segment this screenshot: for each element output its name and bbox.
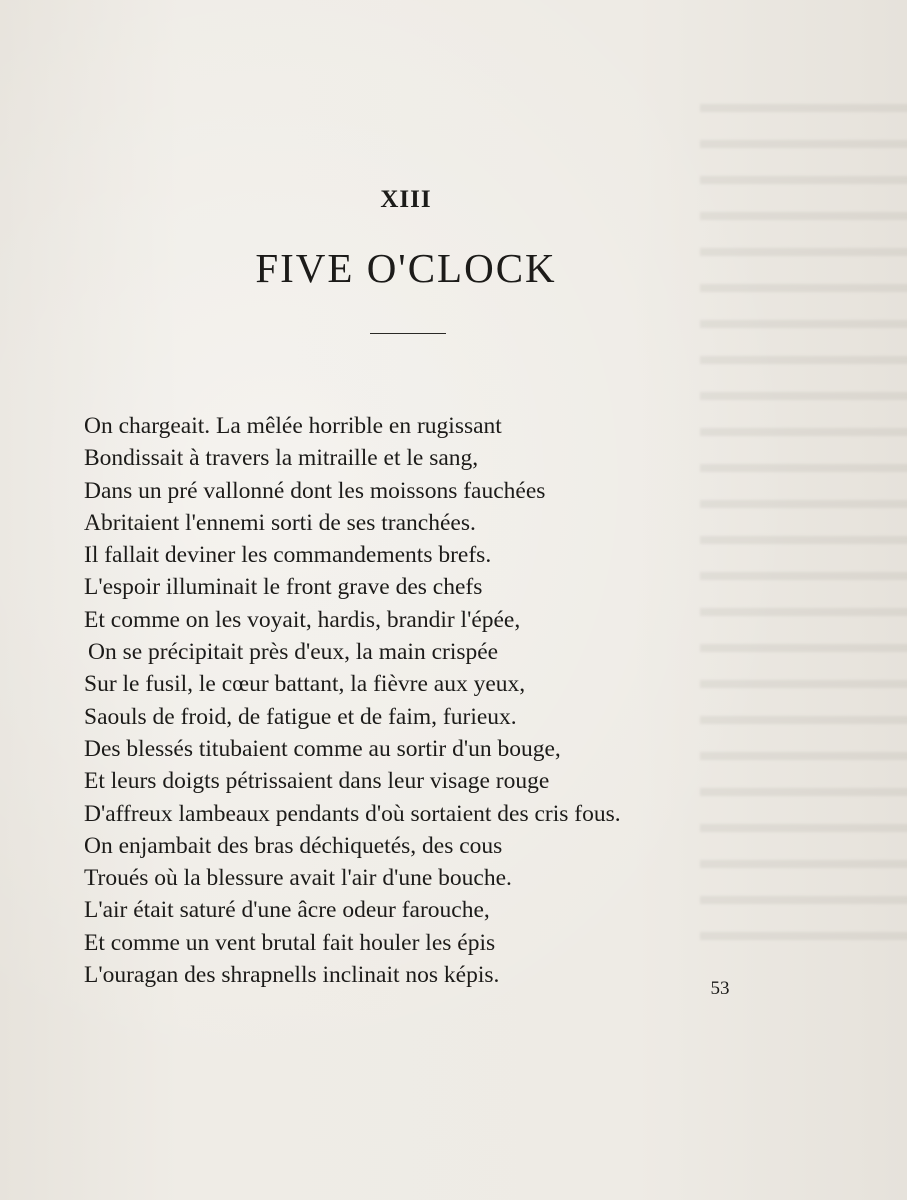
title-divider	[370, 333, 446, 334]
poem-line: Il fallait deviner les commandements brefs.	[84, 542, 492, 569]
poem-line: Des blessés titubaient comme au sortir d'un bouge,	[84, 735, 561, 762]
poem-line: Dans un pré vallonné dont les moissons fauchées	[84, 477, 546, 504]
poem-line: Troués où la blessure avait l'air d'une bouche.	[84, 865, 512, 892]
poem-line: L'espoir illuminait le front grave des chefs	[84, 574, 483, 601]
poem-line: Bondissait à travers la mitraille et le sang,	[84, 445, 479, 472]
show-through-text	[700, 90, 907, 950]
page-number: 53	[710, 978, 730, 999]
poem-line: L'air était saturé d'une âcre odeur farouche,	[84, 897, 490, 924]
poem-title: FIVE O'CLOCK	[255, 245, 557, 291]
poem-line: On se précipitait près d'eux, la main crispée	[88, 639, 499, 666]
poem-line: Et leurs doigts pétrissaient dans leur visage rouge	[84, 768, 550, 795]
poem-line: On enjambait des bras déchiquetés, des cous	[84, 832, 503, 859]
poem-line: L'ouragan des shrapnells inclinait nos képis.	[84, 962, 500, 989]
chapter-number: XIII	[380, 186, 432, 213]
poem-body	[84, 410, 704, 991]
poem-line: On chargeait. La mêlée horrible en rugissant	[84, 413, 502, 439]
poem-line: D'affreux lambeaux pendants d'où sortaient des cris fous.	[84, 800, 621, 827]
poem-line: Et comme on les voyait, hardis, brandir l'épée,	[84, 606, 521, 633]
poem-line: Abritaient l'ennemi sorti de ses tranchées.	[84, 509, 476, 536]
poem-line: Sur le fusil, le cœur battant, la fièvre aux yeux,	[84, 671, 526, 698]
poem-line: Saouls de froid, de fatigue et de faim, furieux.	[84, 703, 517, 730]
poem-line: Et comme un vent brutal fait houler les épis	[84, 929, 496, 956]
